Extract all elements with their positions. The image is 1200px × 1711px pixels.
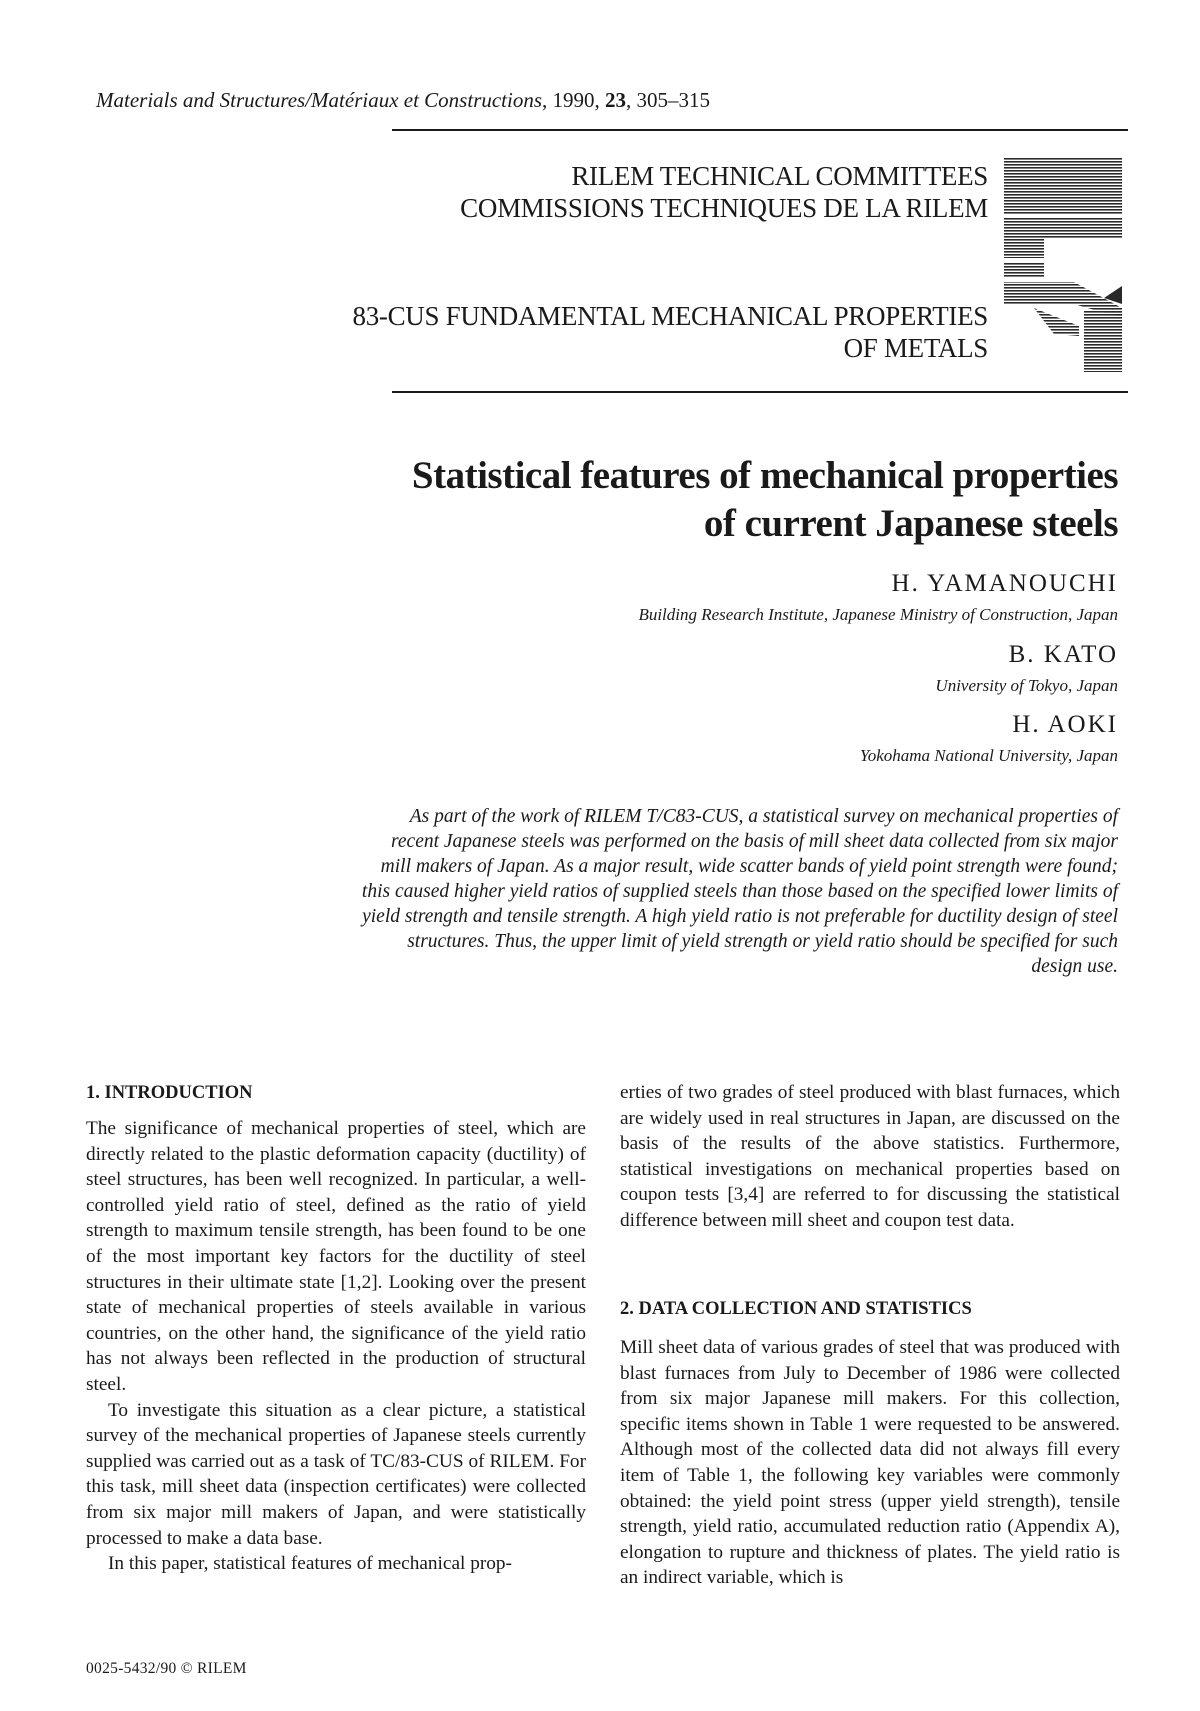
author-affiliation: Yokohama National University, Japan bbox=[859, 746, 1118, 765]
body-paragraph: In this paper, statistical features of mechanical prop- bbox=[108, 1553, 512, 1575]
journal-sep: , bbox=[542, 88, 553, 112]
committee-heading bbox=[460, 160, 988, 224]
journal-year: 1990 bbox=[552, 88, 595, 112]
paper-title bbox=[412, 452, 1118, 548]
journal-sep: , bbox=[626, 88, 637, 112]
abstract-line: this caused higher yield ratios of supplied steels than those based on the specified lower limits of bbox=[361, 881, 1118, 902]
section-heading: 2. DATA COLLECTION AND STATISTICS bbox=[620, 1299, 972, 1319]
journal-sep: , bbox=[594, 88, 606, 112]
author-name: H. AOKI bbox=[1012, 711, 1118, 738]
rilem-logo bbox=[1004, 158, 1124, 378]
committee-line-4: OF METALS bbox=[843, 333, 988, 363]
author-name: H. YAMANOUCHI bbox=[891, 570, 1118, 597]
abstract-line: mill makers of Japan. As a major result, wide scatter bands of yield point strength were found; bbox=[380, 856, 1118, 877]
abstract-line: recent Japanese steels was performed on the basis of mill sheet data collected from six major bbox=[391, 831, 1118, 852]
committee-line-3: 83-CUS FUNDAMENTAL MECHANICAL PROPERTIES bbox=[352, 301, 988, 331]
abstract bbox=[362, 804, 1118, 979]
journal-pages: 305–315 bbox=[636, 88, 711, 112]
body-paragraph: To investigate this situation as a clear picture, a statistical survey of the mechanical properties of Japanese steels currently supplied was carried out as a task of TC/83-CUS of RILEM. For this task, mill sheet data (inspection certificates) were collected from six major mill makers of Japan, and were statistically processed to make a data base. bbox=[86, 1399, 586, 1549]
author-name: B. KATO bbox=[1008, 641, 1118, 668]
author-affiliation: University of Tokyo, Japan bbox=[935, 676, 1118, 695]
title-line-2: of current Japanese steels bbox=[703, 502, 1118, 545]
abstract-line: yield strength and tensile strength. A high yield ratio is not preferable for ductility design of steel bbox=[362, 906, 1118, 927]
title-line-1: Statistical features of mechanical properties bbox=[411, 454, 1118, 497]
right-column-top bbox=[620, 1080, 1120, 1234]
committee-line-1: RILEM TECHNICAL COMMITTEES bbox=[571, 161, 988, 191]
committee-line-2: COMMISSIONS TECHNIQUES DE LA RILEM bbox=[460, 193, 988, 223]
section-heading: 1. INTRODUCTION bbox=[86, 1083, 253, 1103]
committee-subject bbox=[353, 300, 989, 364]
author-affiliation: Building Research Institute, Japanese Ministry of Construction, Japan bbox=[638, 605, 1118, 624]
body-paragraph: The significance of mechanical properties of steel, which are directly related to the plastic deformation capacity (ductility) of steel structures, has been well recognized. In particular, a well-controlled yield ratio of steel, defined as the ratio of yield strength to maximum tensile strength, has been found to be one of the most important key factors for the ductility of steel structures in their ultimate state [1,2]. Looking over the present state of mechanical properties of steels available in various countries, on the other hand, the significance of the yield ratio has not always been reflected in the production of structural steel. bbox=[86, 1118, 586, 1395]
journal-volume: 23 bbox=[605, 88, 627, 112]
committee-rule bbox=[392, 391, 1128, 393]
body-paragraph: erties of two grades of steel produced with blast furnaces, which are widely used in real structures in Japan, are discussed on the basis of the results of the above statistics. Furthermore, statistical investigations on mechanical properties based on coupon tests [3,4] are referred to for discussing the statistical difference between mill sheet and coupon test data. bbox=[620, 1082, 1120, 1231]
abstract-line: design use. bbox=[1031, 956, 1118, 977]
abstract-line: structures. Thus, the upper limit of yield strength or yield ratio should be specified for such bbox=[407, 931, 1118, 952]
journal-name: Materials and Structures/Matériaux et Constructions bbox=[96, 88, 543, 112]
body-paragraph: Mill sheet data of various grades of steel that was produced with blast furnaces from July to December of 1986 were collected from six major Japanese mill makers. For this collection, specific items shown in Table 1 were requested to be answered. Although most of the collected data did not always fill every item of Table 1, the following key variables were commonly obtained: the yield point stress (upper yield strength), tensile strength, yield ratio, accumulated reduction ratio (Appendix A), elongation to rupture and thickness of plates. The yield ratio is an indirect variable, which is bbox=[620, 1337, 1120, 1589]
journal-citation bbox=[96, 88, 710, 113]
right-column-bottom bbox=[620, 1335, 1120, 1591]
copyright-footer: 0025-5432/90 © RILEM bbox=[86, 1660, 247, 1677]
intro-column bbox=[86, 1116, 586, 1577]
top-rule bbox=[392, 129, 1128, 131]
abstract-line: As part of the work of RILEM T/C83-CUS, a statistical survey on mechanical properties of bbox=[409, 806, 1118, 827]
